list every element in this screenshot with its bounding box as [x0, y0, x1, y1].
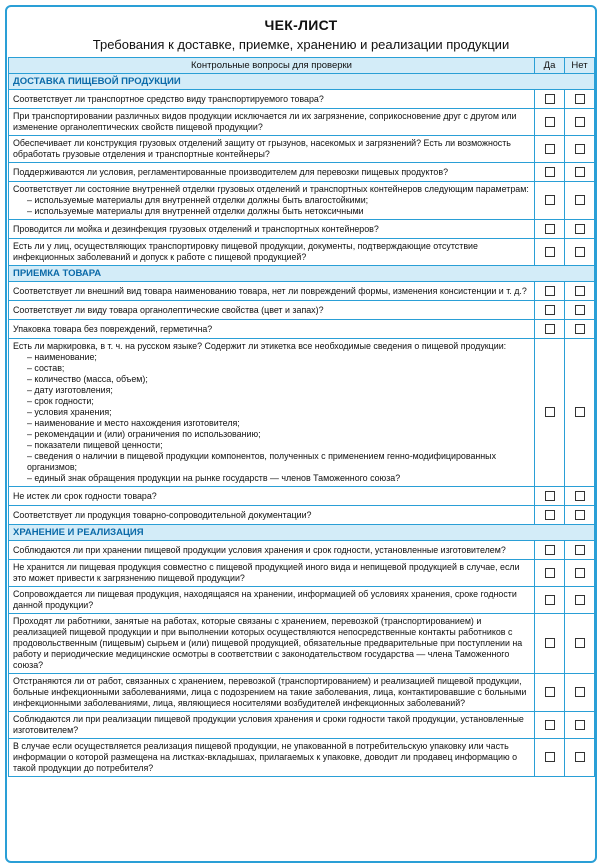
- checkbox-no[interactable]: [575, 305, 585, 315]
- checkbox-yes[interactable]: [545, 510, 555, 520]
- answer-yes-cell: [535, 506, 565, 525]
- question-sub-line: – сведения о наличии в пищевой продукции компонентов, полученных с применением генно-модифицированных организмов;: [27, 451, 497, 472]
- checkbox-yes[interactable]: [545, 687, 555, 697]
- checkbox-no[interactable]: [575, 144, 585, 154]
- checkbox-no[interactable]: [575, 224, 585, 234]
- question-row: [9, 339, 595, 487]
- answer-yes-cell: [535, 339, 565, 487]
- question-text: [9, 587, 535, 614]
- answer-no-cell: [565, 282, 595, 301]
- answer-no-cell: [565, 712, 595, 739]
- question-row: [9, 239, 595, 266]
- checkbox-yes[interactable]: [545, 638, 555, 648]
- section-title: ПРИЕМКА ТОВАРА: [9, 266, 595, 282]
- header-no: Нет: [565, 58, 595, 74]
- checkbox-no[interactable]: [575, 720, 585, 730]
- checkbox-yes[interactable]: [545, 224, 555, 234]
- checkbox-no[interactable]: [575, 638, 585, 648]
- answer-yes-cell: [535, 239, 565, 266]
- question-text: [9, 674, 535, 712]
- question-text: [9, 282, 535, 301]
- question-row: [9, 587, 595, 614]
- answer-yes-cell: [535, 182, 565, 220]
- question-sub-line: – наименование;: [27, 352, 97, 362]
- checkbox-yes[interactable]: [545, 568, 555, 578]
- answer-no-cell: [565, 739, 595, 777]
- answer-yes-cell: [535, 301, 565, 320]
- answer-no-cell: [565, 136, 595, 163]
- checkbox-no[interactable]: [575, 407, 585, 417]
- question-row: [9, 712, 595, 739]
- checkbox-no[interactable]: [575, 324, 585, 334]
- checkbox-no[interactable]: [575, 545, 585, 555]
- question-sub-line: – дату изготовления;: [27, 385, 113, 395]
- checkbox-no[interactable]: [575, 167, 585, 177]
- checkbox-no[interactable]: [575, 595, 585, 605]
- checklist-body: [9, 74, 595, 777]
- question-sub-line: – состав;: [27, 363, 65, 373]
- question-line: Соблюдаются ли при хранении пищевой продукции условия хранения и срок годности, установленные изготовителем?: [13, 544, 506, 555]
- question-line: Упаковка товара без повреждений, герметична?: [13, 323, 213, 334]
- checkbox-no[interactable]: [575, 286, 585, 296]
- question-line: Соответствует ли продукция товарно-сопроводительной документации?: [13, 509, 312, 520]
- question-text: [9, 712, 535, 739]
- answer-no-cell: [565, 109, 595, 136]
- question-text: [9, 339, 535, 487]
- checkbox-no[interactable]: [575, 510, 585, 520]
- question-line: Соблюдаются ли при реализации пищевой продукции условия хранения и сроки годности такой продукции, установленные изготовителем?: [13, 714, 524, 735]
- answer-yes-cell: [535, 282, 565, 301]
- question-text: [9, 136, 535, 163]
- question-line: Есть ли у лиц, осуществляющих транспортировку пищевой продукции, документы, подтверждающие отсутствие инфекционных заболеваний и допуск к работе с пищевой продукцией?: [13, 241, 478, 262]
- checkbox-no[interactable]: [575, 195, 585, 205]
- header-questions: Контрольные вопросы для проверки: [9, 58, 535, 74]
- answer-no-cell: [565, 339, 595, 487]
- answer-no-cell: [565, 541, 595, 560]
- question-text: [9, 239, 535, 266]
- answer-no-cell: [565, 614, 595, 674]
- question-row: [9, 163, 595, 182]
- checkbox-yes[interactable]: [545, 752, 555, 762]
- question-sub-line: – условия хранения;: [27, 407, 112, 417]
- question-sub-line: – рекомендации и (или) ограничения по использованию;: [27, 429, 261, 439]
- page-subtitle: Требования к доставке, приемке, хранению и реализации продукции: [92, 37, 510, 52]
- section-header-row: [9, 525, 595, 541]
- question-text: [9, 487, 535, 506]
- question-text: [9, 220, 535, 239]
- question-line: Соответствует ли внешний вид товара наименованию товара, нет ли повреждений формы, изменения консистенции и т. д.?: [13, 285, 527, 296]
- question-line: При транспортировании различных видов продукции исключается ли их загрязнение, соприкосновение друг с другом или изменение органолептических свойств пищевой продукции?: [13, 111, 517, 132]
- checkbox-no[interactable]: [575, 117, 585, 127]
- checkbox-yes[interactable]: [545, 720, 555, 730]
- question-row: [9, 541, 595, 560]
- question-sub-line: – срок годности;: [27, 396, 94, 406]
- question-line: Соответствует ли транспортное средство виду транспортируемого товара?: [13, 93, 324, 104]
- question-sub-line: – показатели пищевой ценности;: [27, 440, 163, 450]
- question-text: [9, 163, 535, 182]
- answer-no-cell: [565, 182, 595, 220]
- section-header-row: [9, 74, 595, 90]
- checkbox-yes[interactable]: [545, 167, 555, 177]
- question-row: [9, 282, 595, 301]
- checkbox-yes[interactable]: [545, 545, 555, 555]
- answer-no-cell: [565, 301, 595, 320]
- section-title: ДОСТАВКА ПИЩЕВОЙ ПРОДУКЦИИ: [9, 74, 595, 90]
- checkbox-yes[interactable]: [545, 407, 555, 417]
- question-line: Не хранится ли пищевая продукция совместно с пищевой продукцией иного вида и непищевой продукцией в случае, если это может привести к загрязнению пищевой продукции?: [13, 562, 520, 583]
- checkbox-yes[interactable]: [545, 144, 555, 154]
- checkbox-yes[interactable]: [545, 305, 555, 315]
- question-text: [9, 506, 535, 525]
- answer-no-cell: [565, 487, 595, 506]
- question-text: [9, 560, 535, 587]
- question-line: В случае если осуществляется реализация пищевой продукции, не упакованной в потребительскую упаковку или часть информации о которой размещена на листках-вкладышах, прилагаемых к упаковке, доводит ли продавец информацию о такой продукции до потребителя?: [13, 741, 518, 773]
- question-text: [9, 541, 535, 560]
- question-text: [9, 90, 535, 109]
- question-text: [9, 109, 535, 136]
- question-row: [9, 487, 595, 506]
- question-sub-line: – используемые материалы для внутренней отделки должны быть нетоксичными: [27, 206, 364, 216]
- question-row: [9, 301, 595, 320]
- answer-yes-cell: [535, 739, 565, 777]
- question-line: Есть ли маркировка, в т. ч. на русском языке? Содержит ли этикетка все необходимые сведения о пищевой продукции:: [13, 341, 507, 351]
- checklist-frame: [5, 5, 597, 863]
- question-text: [9, 320, 535, 339]
- answer-yes-cell: [535, 587, 565, 614]
- checkbox-yes[interactable]: [545, 595, 555, 605]
- question-text: [9, 301, 535, 320]
- checkbox-yes[interactable]: [545, 195, 555, 205]
- page-title: ЧЕК-ЛИСТ: [264, 17, 338, 33]
- checkbox-no[interactable]: [575, 491, 585, 501]
- question-sub-line: – наименование и место нахождения изготовителя;: [27, 418, 240, 428]
- answer-yes-cell: [535, 487, 565, 506]
- title-block: [7, 7, 595, 57]
- question-line: Проходят ли работники, занятые на работах, которые связаны с хранением, перевозкой (транспортированием) и реализацией пищевой продукции и при выполнении которых осуществляются непосредственные контакты работников с продовольственным (пищевым) сырьем и (или) пищевой продукцией, обязательные предварительные при поступлении на работу и периодические медицинские осмотры в соответствии с законодательством государства — члена Таможенного союза?: [13, 616, 523, 670]
- question-row: [9, 220, 595, 239]
- answer-no-cell: [565, 163, 595, 182]
- question-line: Соответствует ли виду товара органолептические свойства (цвет и запах)?: [13, 304, 324, 315]
- header-yes: Да: [535, 58, 565, 74]
- question-row: [9, 320, 595, 339]
- checkbox-no[interactable]: [575, 687, 585, 697]
- checkbox-no[interactable]: [575, 752, 585, 762]
- question-line: Отстраняются ли от работ, связанных с хранением, перевозкой (транспортированием) и реализацией пищевой продукции, больные инфекционными заболеваниями, лица с подозрением на такие заболевания, лица, контактировавшие с больными инфекционными заболеваниями, лица, являющиеся носителями возбудителей инфекционных заболеваний?: [13, 676, 527, 708]
- question-row: [9, 674, 595, 712]
- answer-yes-cell: [535, 712, 565, 739]
- checkbox-no[interactable]: [575, 247, 585, 257]
- answer-yes-cell: [535, 614, 565, 674]
- question-row: [9, 506, 595, 525]
- table-header-row: [9, 58, 595, 74]
- question-row: [9, 136, 595, 163]
- question-sub-line: – количество (масса, объем);: [27, 374, 148, 384]
- answer-yes-cell: [535, 320, 565, 339]
- section-title: ХРАНЕНИЕ И РЕАЛИЗАЦИЯ: [9, 525, 595, 541]
- answer-no-cell: [565, 90, 595, 109]
- answer-no-cell: [565, 220, 595, 239]
- question-text: [9, 739, 535, 777]
- question-line: Поддерживаются ли условия, регламентированные производителем для перевозки пищевых продуктов?: [13, 166, 449, 177]
- checklist-table: [8, 57, 595, 777]
- answer-yes-cell: [535, 220, 565, 239]
- checkbox-yes[interactable]: [545, 247, 555, 257]
- checkbox-no[interactable]: [575, 568, 585, 578]
- answer-yes-cell: [535, 109, 565, 136]
- question-row: [9, 614, 595, 674]
- question-row: [9, 560, 595, 587]
- checkbox-yes[interactable]: [545, 94, 555, 104]
- section-header-row: [9, 266, 595, 282]
- question-row: [9, 739, 595, 777]
- checkbox-yes[interactable]: [545, 491, 555, 501]
- answer-yes-cell: [535, 560, 565, 587]
- question-line: Обеспечивает ли конструкция грузовых отделений защиту от грызунов, насекомых и загрязнений? Есть ли возможность обработать грузовые отделения и транспортные контейнеры?: [13, 138, 511, 159]
- answer-yes-cell: [535, 674, 565, 712]
- answer-no-cell: [565, 320, 595, 339]
- checkbox-yes[interactable]: [545, 286, 555, 296]
- answer-yes-cell: [535, 163, 565, 182]
- question-sub-line: – используемые материалы для внутренней отделки должны быть влагостойкими;: [27, 195, 369, 205]
- answer-yes-cell: [535, 541, 565, 560]
- answer-no-cell: [565, 506, 595, 525]
- answer-no-cell: [565, 560, 595, 587]
- question-text: [9, 182, 535, 220]
- checkbox-yes[interactable]: [545, 117, 555, 127]
- answer-no-cell: [565, 239, 595, 266]
- answer-no-cell: [565, 587, 595, 614]
- question-text: [9, 614, 535, 674]
- question-line: Сопровождается ли пищевая продукция, находящаяся на хранении, информацией об условиях хранения, сроке годности данной продукции?: [13, 589, 517, 610]
- question-line: Соответствует ли состояние внутренней отделки грузовых отделений и транспортных контейнеров следующим параметрам:: [13, 184, 529, 194]
- question-row: [9, 90, 595, 109]
- question-row: [9, 182, 595, 220]
- checkbox-no[interactable]: [575, 94, 585, 104]
- question-line: Проводится ли мойка и дезинфекция грузовых отделений и транспортных контейнеров?: [13, 223, 379, 234]
- answer-yes-cell: [535, 90, 565, 109]
- checkbox-yes[interactable]: [545, 324, 555, 334]
- answer-no-cell: [565, 674, 595, 712]
- question-line: Не истек ли срок годности товара?: [13, 490, 157, 501]
- answer-yes-cell: [535, 136, 565, 163]
- question-row: [9, 109, 595, 136]
- question-sub-line: – единый знак обращения продукции на рынке государств — членов Таможенного союза?: [27, 473, 401, 483]
